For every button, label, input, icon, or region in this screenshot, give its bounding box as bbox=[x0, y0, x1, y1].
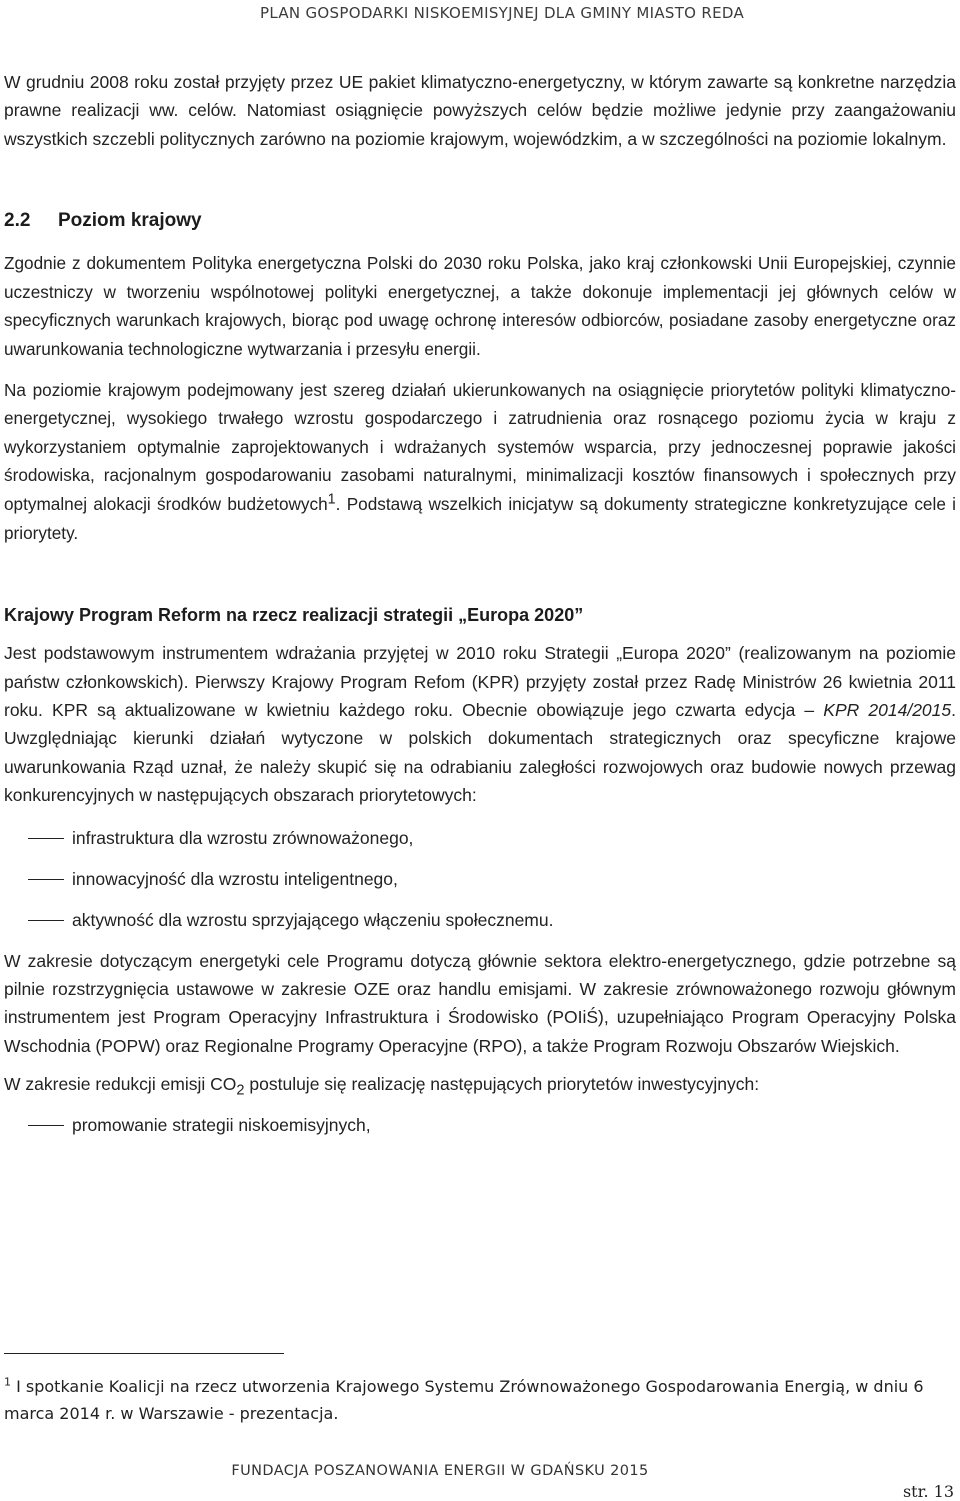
list-item: aktywność dla wzrostu sprzyjającego włączeniu społecznemu. bbox=[4, 906, 956, 934]
page-header bbox=[0, 4, 960, 20]
page-content bbox=[4, 68, 956, 1152]
document-title: PLAN GOSPODARKI NISKOEMISYJNEJ DLA GMINY MIASTO REDA bbox=[260, 4, 744, 22]
list-item: innowacyjność dla wzrostu inteligentnego, bbox=[4, 865, 956, 893]
co2-paragraph-text: W zakresie redukcji emisji CO bbox=[4, 1074, 237, 1095]
footnote-divider bbox=[4, 1353, 284, 1354]
section-heading bbox=[4, 207, 956, 235]
footer-text: FUNDACJA POSZANOWANIA ENERGII W GDAŃSKU 2015 bbox=[231, 1463, 649, 1479]
section-paragraph-2 bbox=[4, 376, 956, 548]
kpr-edition: KPR 2014/2015 bbox=[823, 699, 952, 720]
footnote-text: I spotkanie Koalicji na rzecz utworzenia Krajowego Systemu Zrównoważonego Gospodarowania Energią, w dniu 6 marca 2014 r. w Warszawie - prezentacja. bbox=[4, 1377, 924, 1423]
list-item: promowanie strategii niskoemisyjnych, bbox=[4, 1111, 956, 1139]
section-paragraph-1: Zgodnie z dokumentem Polityka energetyczna Polski do 2030 roku Polska, jako kraj członkowski Unii Europejskiej, czynnie uczestniczy w tworzeniu wspólnotowej polityki energetycznej, a także dokonuje implementacji jej głównych celów w specyficznych warunkach krajowych, biorąc pod uwagę ochronę interesów odbiorców, posiadane zasoby energetyczne oraz uwarunkowania technologiczne wytwarzania i przesyłu energii. bbox=[4, 253, 956, 359]
section-number: 2.2 bbox=[4, 210, 31, 232]
kpr-paragraph bbox=[4, 639, 956, 809]
energy-paragraph: W zakresie dotyczącym energetyki cele Programu dotyczą głównie sektora elektro-energetycznego, gdzie potrzebne są pilnie rozstrzygnięcia ustawowe w zakresie OZE oraz handlu emisjami. W zakresie zrównoważonego rozwoju głównym instrumentem jest Program Operacyjny Infrastruktura i Środowisko (POIiŚ), uzupełniająco Program Operacyjny Polska Wschodnia (POPW) oraz Regionalne Programy Operacyjne (RPO), a także Program Rozwoju Obszarów Wiejskich. bbox=[4, 950, 956, 1056]
intro-paragraph: W grudniu 2008 roku został przyjęty przez UE pakiet klimatyczno-energetyczny, w którym zawarte są konkretne narzędzia prawne realizacji ww. celów. Natomiast osiągnięcie powyższych celów będzie możliwe jedynie przy zaangażowaniu wszystkich szczebli politycznych zarówno na poziomie krajowym, wojewódzkim, a w szczególności na poziomie lokalnym. bbox=[4, 72, 956, 149]
kpr-heading: Krajowy Program Reform na rzecz realizacji strategii „Europa 2020” bbox=[4, 605, 584, 626]
section-paragraph-2-end: . Podstawą wszelkich inicjatyw są dokumenty strategiczne konkretyzujące cele i priorytety. bbox=[4, 493, 956, 543]
co2-paragraph bbox=[4, 1070, 956, 1098]
kpr-paragraph-end: . Uwzględniając kierunki działań wytyczone w polskich dokumentach strategicznych oraz specyficzne krajowe uwarunkowania Rząd uznał, że należy skupić się na odrabianiu zaległości rozwojowych oraz budowie nowych przewag konkurencyjnych w następujących obszarach priorytetowych: bbox=[4, 699, 956, 806]
list-item: infrastruktura dla wzrostu zrównoważonego, bbox=[4, 824, 956, 852]
section-paragraph-2-text: Na poziomie krajowym podejmowany jest szereg działań ukierunkowanych na osiągnięcie priorytetów polityki klimatyczno-energetycznej, wysokiego trwałego wzrostu gospodarczego i zatrudnienia oraz rosnącego poziomu życia w kraju z wykorzystaniem optymalnie zaprojektowanych i wdrażanych systemów wsparcia, przy jednoczesnej poprawie jakości środowiska, racjonalnym gospodarowaniu zasobami naturalnymi, minimalizacji kosztów finansowych i społecznych przy optymalnej alokacji środków budżetowych bbox=[4, 379, 956, 514]
co2-subscript: 2 bbox=[236, 1082, 245, 1099]
priority-list bbox=[4, 824, 956, 934]
page-number: str. 13 bbox=[902, 1482, 954, 1501]
kpr-paragraph-text: Jest podstawowym instrumentem wdrażania przyjętej w 2010 roku Strategii „Europa 2020” (realizowanym na poziomie państw członkowskich). Pierwszy Krajowy Program Refom (KPR) przyjęty został przez Radę Ministrów 26 kwietnia 2011 roku. KPR są aktualizowane w kwietniu każdego roku. Obecnie obowiązuje jego czwarta edycja – bbox=[4, 643, 956, 720]
footnote-ref[interactable]: 1 bbox=[327, 491, 336, 508]
co2-paragraph-end: postuluje się realizację następujących priorytetów inwestycyjnych: bbox=[244, 1074, 760, 1095]
investment-list bbox=[4, 1111, 956, 1139]
page-footer bbox=[0, 1463, 960, 1479]
footnote bbox=[4, 1373, 934, 1427]
footnote-mark: 1 bbox=[4, 1375, 11, 1389]
section-title: Poziom krajowy bbox=[58, 210, 202, 232]
